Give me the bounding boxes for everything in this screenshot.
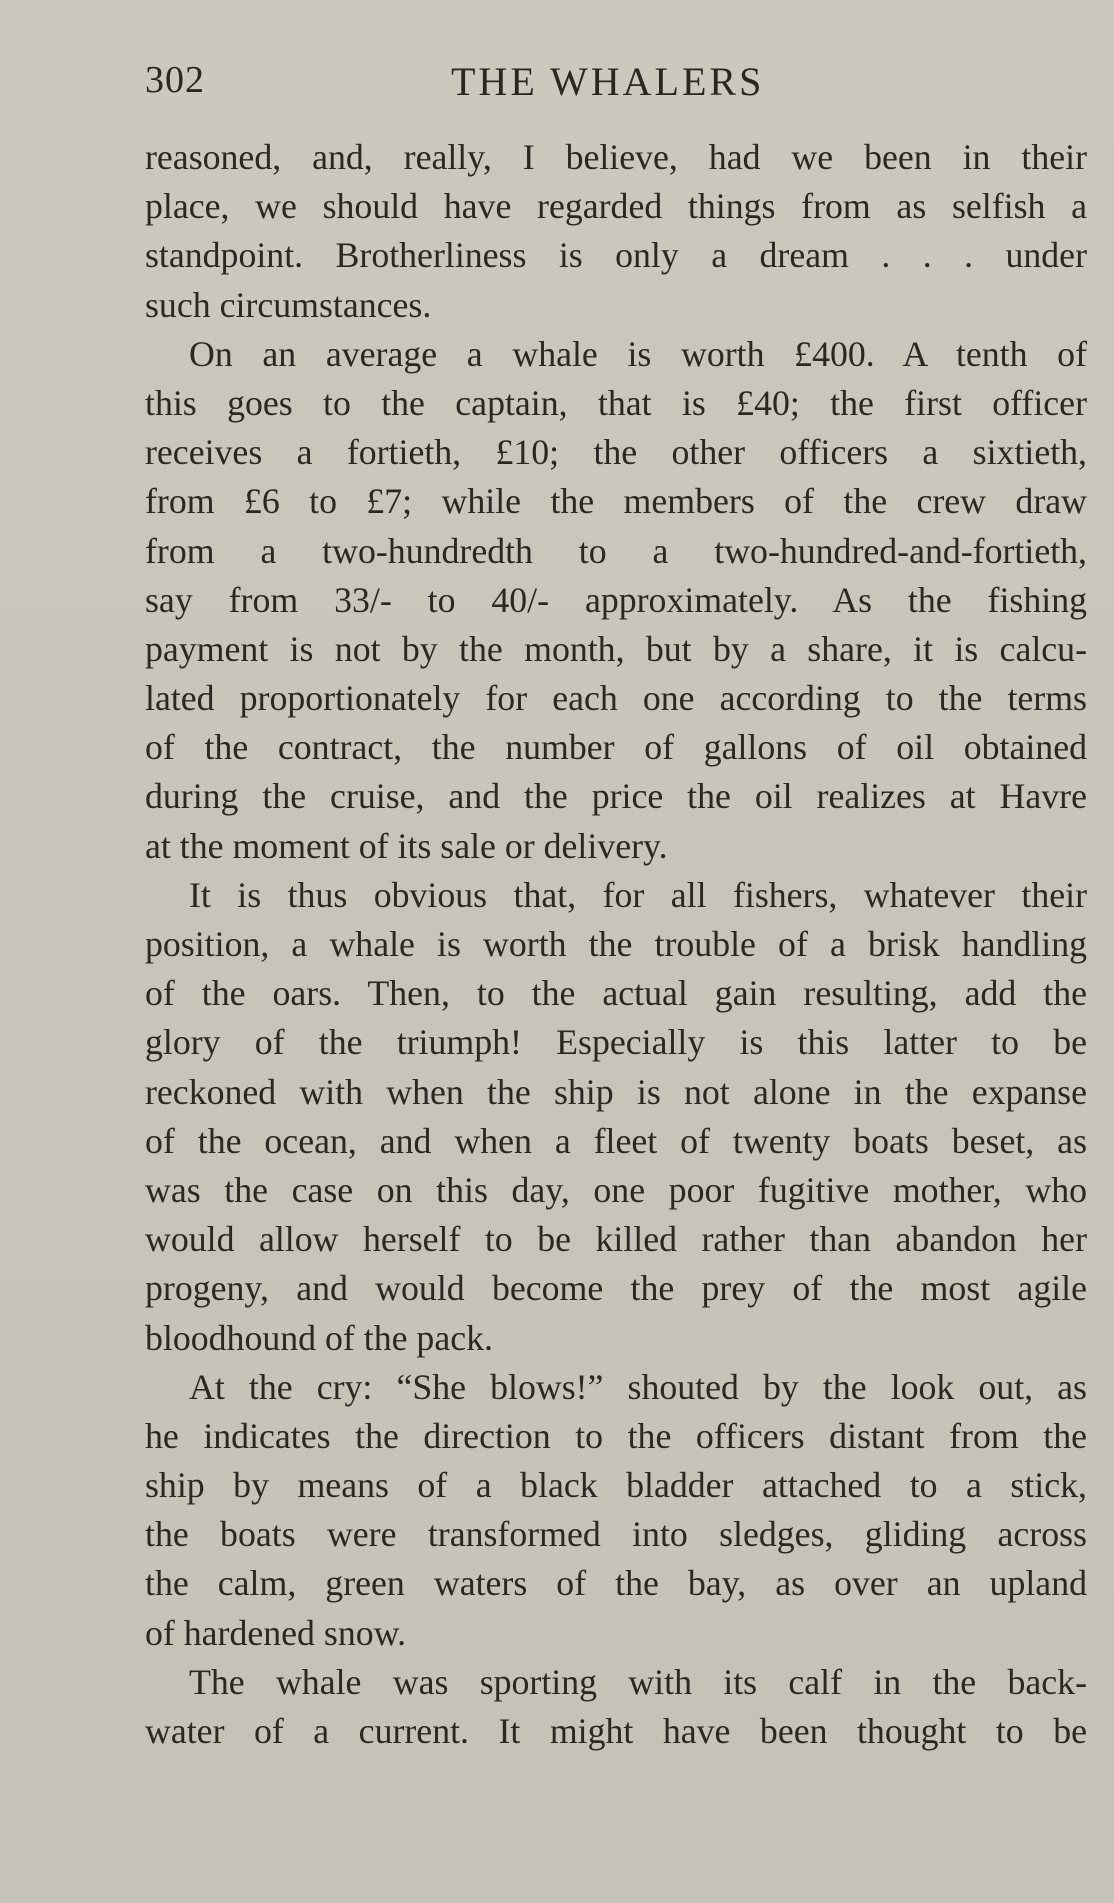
text-line: the boats were transformed into sledges, gliding across <box>145 1514 1087 1555</box>
text-line: At the cry: “She blows!” shouted by the look out, as <box>189 1366 1087 1407</box>
text-line: of hardened snow. <box>145 1612 407 1653</box>
text-line: of the ocean, and when a fleet of twenty boats beset, as <box>145 1120 1087 1161</box>
running-title: THE WHALERS <box>451 59 765 104</box>
text-line: he indicates the direction to the officers distant from the <box>145 1415 1087 1456</box>
text-line: of the oars. Then, to the actual gain resulting, add the <box>145 973 1087 1014</box>
text-line: bloodhound of the pack. <box>145 1317 493 1358</box>
text-line: water of a current. It might have been thought to be <box>145 1711 1087 1751</box>
text-line: The whale was sporting with its calf in the back- <box>189 1661 1087 1702</box>
text-line: payment is not by the month, but by a share, it is calcu- <box>145 628 1087 669</box>
text-line: place, we should have regarded things from as selfish a <box>145 186 1087 227</box>
text-line: receives a fortieth, £10; the other officers a sixtieth, <box>145 432 1087 473</box>
text-line: was the case on this day, one poor fugitive mother, who <box>145 1169 1087 1210</box>
text-line: the calm, green waters of the bay, as over an upland <box>145 1563 1087 1604</box>
text-line: of the contract, the number of gallons of oil obtained <box>145 727 1087 768</box>
text-line: It is thus obvious that, for all fishers, whatever their <box>189 874 1087 915</box>
text-line: ship by means of a black bladder attached to a stick, <box>145 1465 1087 1506</box>
text-line: from £6 to £7; while the members of the crew draw <box>145 481 1087 522</box>
text-line: reasoned, and, really, I believe, had we been in their <box>145 137 1087 177</box>
text-line: say from 33/- to 40/- approximately. As the fishing <box>145 579 1087 620</box>
text-line: would allow herself to be killed rather than abandon her <box>145 1219 1087 1260</box>
text-line: lated proportionately for each one according to the terms <box>145 678 1087 719</box>
text-line: glory of the triumph! Especially is this latter to be <box>145 1022 1087 1063</box>
page-number: 302 <box>145 59 205 101</box>
text-line: this goes to the captain, that is £40; the first officer <box>145 382 1087 423</box>
page-header <box>145 58 1085 108</box>
text-line: position, a whale is worth the trouble of a brisk handling <box>145 924 1087 964</box>
text-line: standpoint. Brotherliness is only a dream . . . under <box>145 235 1087 276</box>
text-line: from a two-hundredth to a two-hundred-and-fortieth, <box>145 530 1087 571</box>
text-line: during the cruise, and the price the oil realizes at Havre <box>145 776 1087 817</box>
text-line: progeny, and would become the prey of the most agile <box>145 1268 1087 1309</box>
text-line: at the moment of its sale or delivery. <box>145 825 668 866</box>
text-line: such circumstances. <box>145 284 432 325</box>
text-line: reckoned with when the ship is not alone in the expanse <box>145 1071 1087 1112</box>
body-text <box>145 133 1087 1756</box>
text-line: On an average a whale is worth £400. A tenth of <box>189 333 1087 374</box>
